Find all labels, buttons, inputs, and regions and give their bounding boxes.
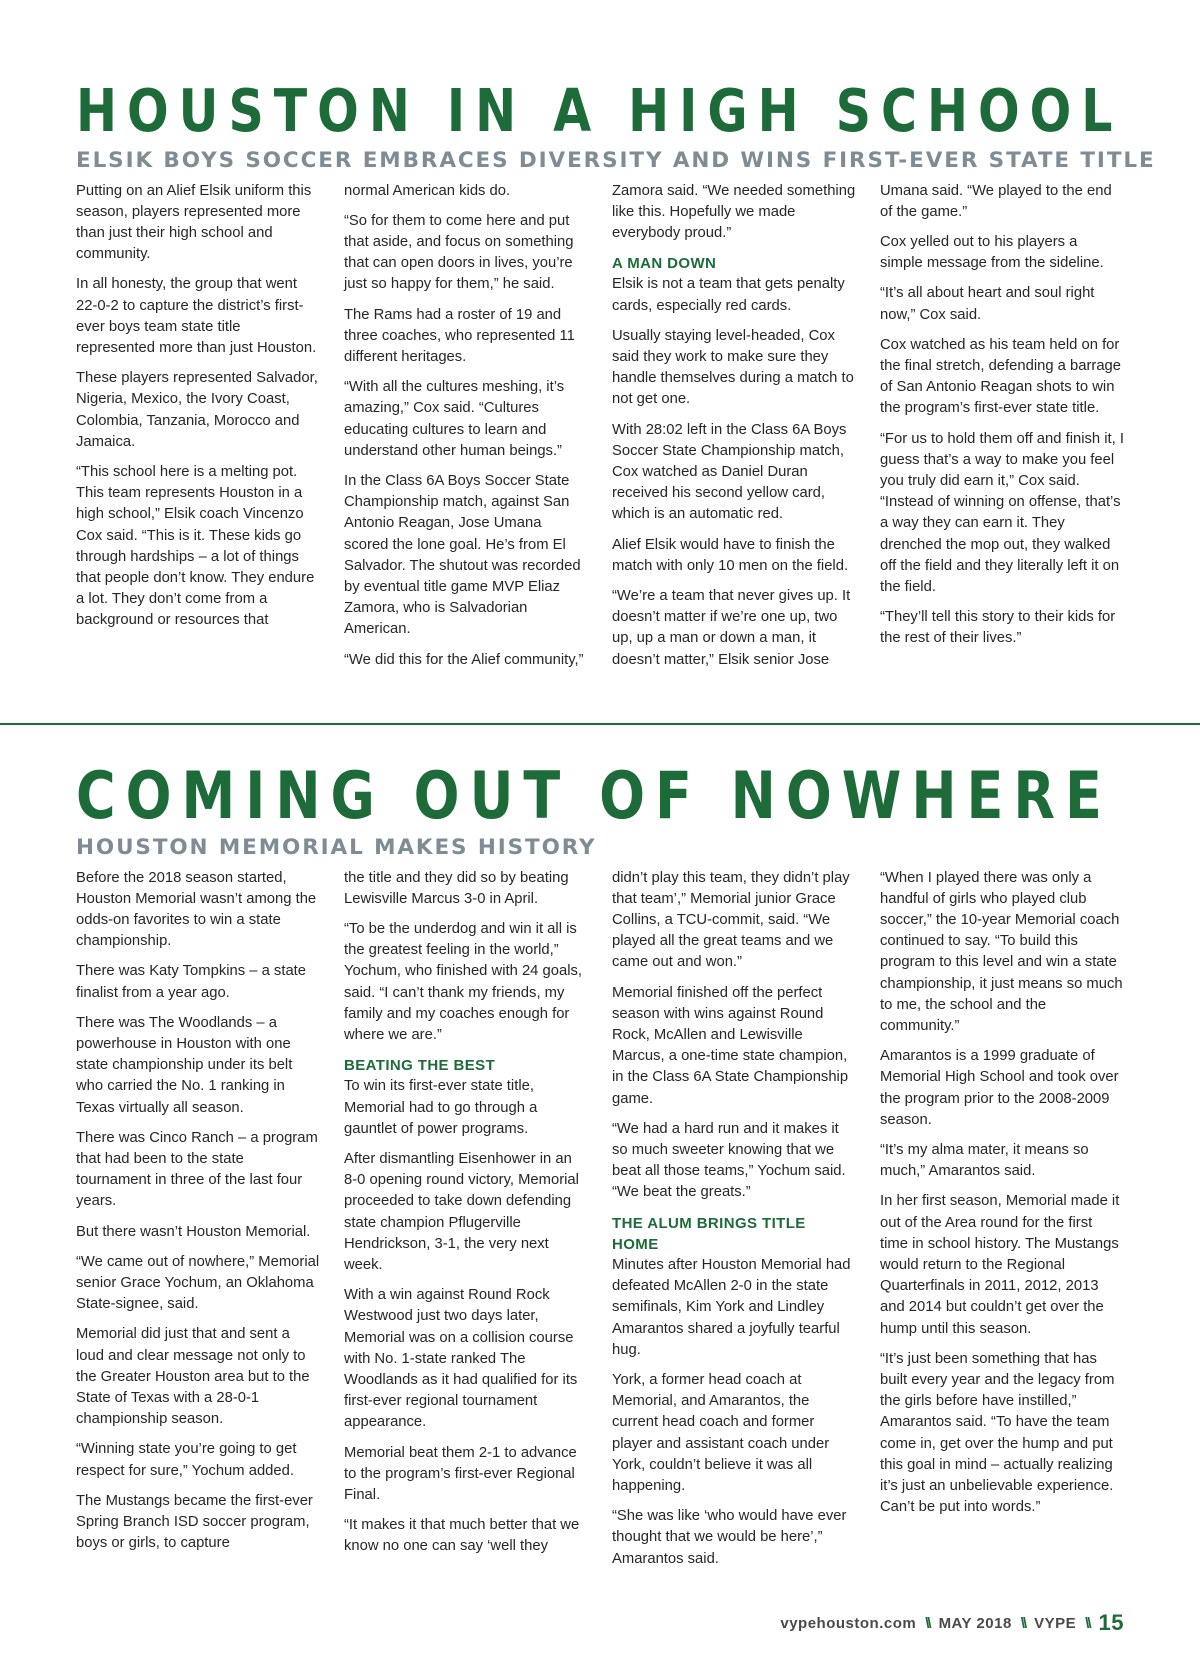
column-3 bbox=[612, 868, 856, 1579]
paragraph: “To be the underdog and win it all is the greatest feeling in the world,” Yochum, who finished with 24 goals, said. “I can’t thank my friends, my family and my coaches enough for where we are.” bbox=[344, 920, 582, 1043]
column-2 bbox=[344, 181, 588, 680]
section-subheading: THE ALUM BRINGS TITLE HOME bbox=[612, 1214, 806, 1253]
brand-name: VYPE bbox=[1034, 1614, 1077, 1632]
paragraph: But there wasn’t Houston Memorial. bbox=[76, 1223, 311, 1240]
paragraph: The Mustangs became the first-ever Spring Branch ISD soccer program, boys or girls, to capture bbox=[76, 1492, 313, 1552]
article-headline: HOUSTON IN A HIGH SCHOOL bbox=[76, 77, 1123, 146]
page-number: 15 bbox=[1098, 1610, 1124, 1635]
page-footer bbox=[780, 1610, 1124, 1636]
separator-mark: \\ bbox=[1085, 1614, 1090, 1632]
article-coming-out-of-nowhere bbox=[76, 758, 1124, 1579]
paragraph: There was The Woodlands – a powerhouse in Houston with one state championship under its belt who carried the No. 1 ranking in Texas virtually all season. bbox=[76, 1014, 293, 1116]
column-2 bbox=[344, 868, 588, 1579]
paragraph: “When I played there was only a handful of girls who played club soccer,” the 10-year Memorial coach continued to say. “To build this program to this level and win a state championship, it just means so much to me, the school and the community.” bbox=[880, 869, 1123, 1034]
paragraph: There was Katy Tompkins – a state finalist from a year ago. bbox=[76, 963, 307, 1001]
paragraph: Cox watched as his team held on for the final stretch, defending a barrage of San Antonio Reagan shots to win the program’s first-ever state title. bbox=[880, 336, 1122, 417]
article-houston-in-a-high-school bbox=[76, 77, 1156, 680]
article-headline: COMING OUT OF NOWHERE bbox=[76, 758, 1112, 834]
separator-mark: \\ bbox=[1020, 1614, 1026, 1632]
separator-mark: \\ bbox=[925, 1614, 930, 1632]
article-subhead: ELSIK BOYS SOCCER EMBRACES DIVERSITY AND WINS FIRST-EVER STATE TITLE bbox=[76, 148, 1156, 173]
paragraph: In her first season, Memorial made it out of the Area round for the first time in school history. The Mustangs would return to the Regional Quarterfinals in 2011, 2012, 2013 and 2014 but couldn’t get over the hump until this season. bbox=[880, 1193, 1120, 1337]
paragraph: Memorial did just that and sent a loud and clear message not only to the Greater Houston area but to the State of Texas with a 28-0-1 championship season. bbox=[76, 1326, 310, 1428]
paragraph: Cox yelled out to his players a simple message from the sideline. bbox=[880, 233, 1104, 272]
column-3 bbox=[612, 181, 856, 680]
section-subheading: BEATING THE BEST bbox=[344, 1057, 496, 1075]
section-subheading: A MAN DOWN bbox=[612, 255, 717, 273]
paragraph: Amarantos is a 1999 graduate of Memorial High School and took over the program prior to the 2008-2009 season. bbox=[880, 1048, 1119, 1128]
paragraph: “It makes it that much better that we know no one can say ‘well they bbox=[344, 1517, 580, 1555]
paragraph: “It’s all about heart and soul right now,” Cox said. bbox=[880, 285, 1095, 323]
paragraph: Elsik is not a team that gets penalty cards, especially red cards. bbox=[612, 276, 845, 314]
column-1 bbox=[76, 868, 320, 1579]
paragraph: There was Cinco Ranch – a program that had been to the state tournament in three of the last four years. bbox=[76, 1129, 318, 1210]
paragraph: York, a former head coach at Memorial, and Amarantos, the current head coach and former player and assistant coach under York, couldn’t believe it was all happening. bbox=[612, 1371, 830, 1494]
paragraph: The Rams had a roster of 19 and three coaches, who represented 11 different heritages. bbox=[344, 306, 575, 365]
column-4 bbox=[880, 868, 1124, 1579]
paragraph: Zamora said. “We needed something like this. Hopefully we made everybody proud.” bbox=[612, 182, 856, 241]
paragraph: With 28:02 left in the Class 6A Boys Soccer State Championship match, Cox watched as Daniel Duran received his second yellow card, which is an automatic red. bbox=[612, 421, 847, 523]
paragraph: “We’re a team that never gives up. It doesn’t matter if we’re one up, two up, up a man or down a man, it doesn’t matter,” Elsik senior Jose bbox=[612, 587, 851, 668]
issue-date: MAY 2018 bbox=[938, 1614, 1012, 1632]
paragraph: Memorial finished off the perfect season with wins against Round Rock, McAllen and Lewisville Marcus, a one-time state champion, in the Class 6A State Championship game. bbox=[612, 984, 849, 1107]
paragraph: After dismantling Eisenhower in an 8-0 opening round victory, Memorial proceeded to take down defending state champion Pflugerville Hendrickson, 3-1, the very next week. bbox=[344, 1150, 579, 1273]
paragraph: “We did this for the Alief community,” bbox=[344, 651, 584, 668]
paragraph: In the Class 6A Boys Soccer State Championship match, against San Antonio Reagan, Jose Umana scored the lone goal. He’s from El Salvador. The shutout was recorded by eventual title game MVP Eliaz Zamora, who is Salvadorian American. bbox=[344, 472, 581, 638]
paragraph: Umana said. “We played to the end of the game.” bbox=[880, 182, 1112, 220]
section-divider bbox=[0, 723, 1200, 725]
site-url: vypehouston.com bbox=[780, 1614, 917, 1632]
paragraph: “She was like ‘who would have ever thought that we would be here’,” Amarantos said. bbox=[612, 1508, 847, 1567]
paragraph: “We came out of nowhere,” Memorial senior Grace Yochum, an Oklahoma State-signee, said. bbox=[76, 1253, 320, 1313]
paragraph: “For us to hold them off and finish it, I guess that’s a way to make you feel you truly did earn it,” Cox said. “Instead of winning on offense, that’s a way they can earn it. They drenched the mop out, they walked off the field and they literally left it on the field. bbox=[880, 430, 1124, 595]
paragraph: In all honesty, the group that went 22-0-2 to capture the district’s first-ever boys team state title represented more than just Houston. bbox=[76, 276, 317, 356]
paragraph: “They’ll tell this story to their kids for the rest of their lives.” bbox=[880, 609, 1116, 647]
paragraph: These players represented Salvador, Nigeria, Mexico, the Ivory Coast, Colombia, Tanzania, Morocco and Jamaica. bbox=[76, 370, 318, 450]
paragraph: the title and they did so by beating Lewisville Marcus 3-0 in April. bbox=[344, 869, 569, 907]
paragraph: To win its first-ever state title, Memorial had to go through a gauntlet of power programs. bbox=[344, 1078, 538, 1137]
article-columns bbox=[76, 868, 1124, 1579]
paragraph: “Winning state you’re going to get respect for sure,” Yochum added. bbox=[76, 1441, 297, 1479]
paragraph: With a win against Round Rock Westwood just two days later, Memorial was on a collision course with No. 1-state ranked The Woodlands as it had qualified for its first-ever regional tournament appearance. bbox=[344, 1287, 578, 1431]
column-1 bbox=[76, 181, 320, 680]
paragraph: “We had a hard run and it makes it so much sweeter knowing that we beat all those teams,” Yochum said. “We beat the greats.” bbox=[612, 1120, 846, 1201]
paragraph: “It’s just been something that has built every year and the legacy from the girls before have instilled,” Amarantos said. “To have the team come in, get over the hump and put this goal in mind – actually realizing it’s just an unbelievable experience. Can’t be put into words.” bbox=[880, 1350, 1115, 1516]
paragraph: Usually staying level-headed, Cox said they work to make sure they handle themselves during a match to not get one. bbox=[612, 327, 854, 408]
paragraph: “With all the cultures meshing, it’s amazing,” Cox said. “Cultures educating cultures to learn and understand other human beings.” bbox=[344, 379, 565, 459]
paragraph: didn’t play this team, they didn’t play that team’,” Memorial junior Grace Collins, a TCU-commit, said. “We played all the great teams and we came out and won.” bbox=[612, 869, 850, 971]
paragraph: “So for them to come here and put that aside, and focus on something that can open doors in lives, you’re just so happy for them,” he said. bbox=[344, 212, 574, 293]
paragraph: Minutes after Houston Memorial had defeated McAllen 2-0 in the state semifinals, Kim York and Lindley Amarantos shared a joyfully tearful hug. bbox=[612, 1256, 851, 1358]
paragraph: “It’s my alma mater, it means so much,” Amarantos said. bbox=[880, 1141, 1089, 1180]
paragraph: Before the 2018 season started, Houston Memorial wasn’t among the odds-on favorites to win a state championship. bbox=[76, 869, 317, 950]
paragraph: Memorial beat them 2-1 to advance to the program’s first-ever Regional Final. bbox=[344, 1444, 577, 1503]
column-4 bbox=[880, 181, 1124, 680]
article-columns bbox=[76, 181, 1124, 680]
paragraph: Alief Elsik would have to finish the match with only 10 men on the field. bbox=[612, 536, 849, 574]
paragraph: Putting on an Alief Elsik uniform this season, players represented more than just their high school and community. bbox=[76, 182, 312, 263]
paragraph: “This school here is a melting pot. This team represents Houston in a high school,” Elsik coach Vincenzo Cox said. “This is it. These kids go through hardships – a lot of things that people don’t know. They endure a lot. They don’t come from a background or resources that bbox=[76, 463, 315, 629]
article-subhead: HOUSTON MEMORIAL MAKES HISTORY bbox=[76, 835, 597, 860]
paragraph: normal American kids do. bbox=[344, 182, 511, 199]
